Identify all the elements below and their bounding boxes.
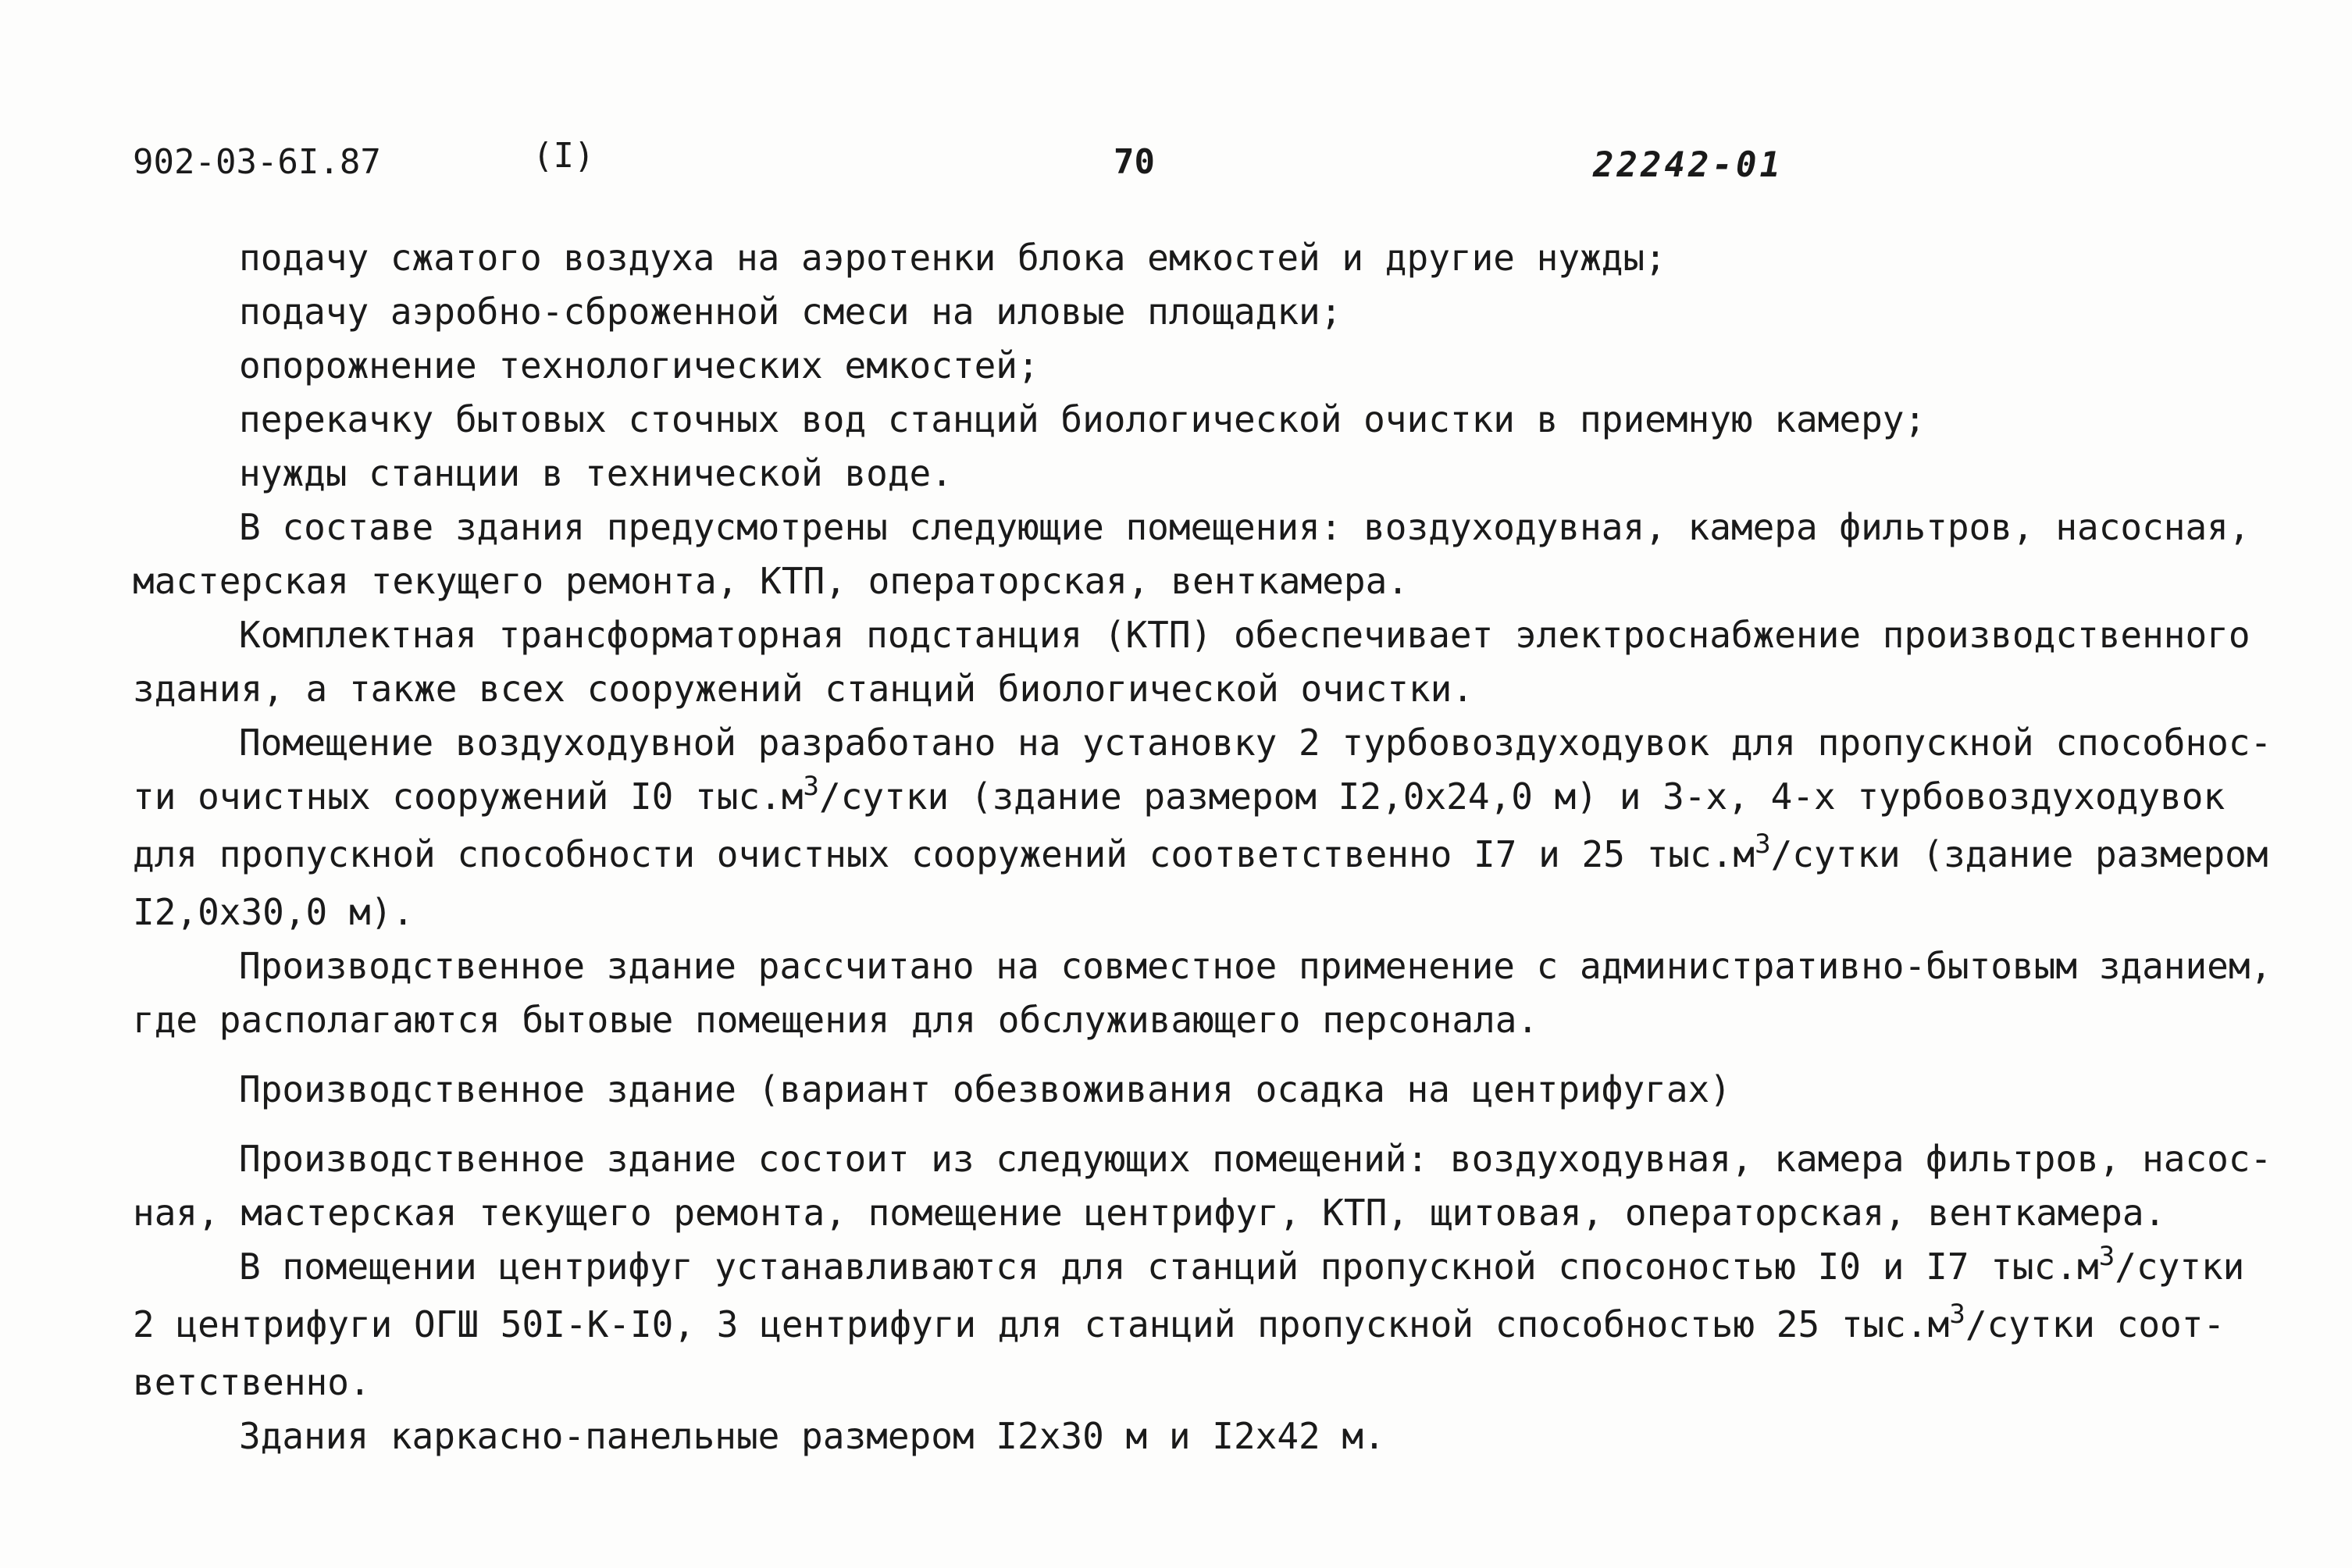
text-segment: ти очистных сооружений I0 тыс.м bbox=[133, 775, 804, 818]
text-segment: /сутки bbox=[2115, 1245, 2245, 1288]
text-segment: /сутки (здание размером I2,0x24,0 м) и 3-х, 4-х турбовоздуходувок bbox=[819, 775, 2225, 818]
page-header bbox=[133, 136, 2241, 197]
text-line: В составе здания предусмотрены следующие помещения: воздуходувная, камера фильтров, насосная, bbox=[239, 506, 2250, 548]
text-line bbox=[133, 1240, 2257, 1298]
text-line: где располагаются бытовые помещения для обслуживающего персонала. bbox=[133, 999, 1539, 1041]
document-body bbox=[133, 231, 2272, 1463]
superscript: 3 bbox=[1949, 1299, 1965, 1330]
text-line: мастерская текущего ремонта, КТП, операторская, венткамера. bbox=[133, 560, 1409, 602]
text-line: Комплектная трансформаторная подстанция (КТП) обеспечивает электроснабжение производственного bbox=[239, 614, 2250, 656]
text-line: ветственно. bbox=[133, 1361, 371, 1403]
text-line: Помещение воздуходувной разработано на установку 2 турбовоздуходувок для пропускной способнос- bbox=[239, 722, 2272, 764]
document-number: 22242-01 bbox=[1593, 145, 1784, 185]
text-line: здания, а также всех сооружений станций биологической очистки. bbox=[133, 668, 1474, 710]
text-line: Производственное здание состоит из следующих помещений: воздуходувная, камера фильтров, насос- bbox=[239, 1138, 2272, 1180]
text-line bbox=[133, 828, 2268, 886]
text-segment: /сутки соот- bbox=[1965, 1303, 2225, 1345]
section-heading: Производственное здание (вариант обезвоживания осадка на центрифугах) bbox=[239, 1068, 1731, 1110]
text-line: подачу аэробно-сброженной смеси на иловые площадки; bbox=[239, 290, 1342, 333]
text-line bbox=[133, 770, 2257, 828]
page-number: 70 bbox=[1114, 142, 1155, 182]
document-code: 902-03-6I.87 bbox=[133, 142, 381, 182]
text-line: I2,0x30,0 м). bbox=[133, 891, 415, 933]
superscript: 3 bbox=[2098, 1241, 2115, 1272]
text-line: подачу сжатого воздуха на аэротенки блока емкостей и другие нужды; bbox=[239, 237, 1666, 279]
text-line: перекачку бытовых сточных вод станций биологической очистки в приемную камеру; bbox=[239, 398, 1926, 440]
text-line: ная, мастерская текущего ремонта, помещение центрифуг, КТП, щитовая, операторская, венткамера. bbox=[133, 1192, 2166, 1234]
superscript: 3 bbox=[1755, 829, 1771, 860]
superscript: 3 bbox=[803, 771, 820, 802]
text-line: Здания каркасно-панельные размером I2x30 м и I2x42 м. bbox=[239, 1415, 1385, 1457]
text-segment: /сутки (здание размером bbox=[1770, 833, 2268, 875]
part-number: (I) bbox=[533, 136, 595, 176]
text-line bbox=[133, 1298, 2257, 1356]
text-line: опорожнение технологических емкостей; bbox=[239, 344, 1039, 387]
text-line: нужды станции в технической воде. bbox=[239, 452, 953, 494]
text-segment: В помещении центрифуг устанавливаются для станций пропускной спосоностью I0 и I7 тыс.м bbox=[239, 1245, 2099, 1288]
text-line: Производственное здание рассчитано на совместное применение с административно-бытовым зданием, bbox=[239, 945, 2272, 987]
text-segment: 2 центрифуги ОГШ 50I-К-I0, 3 центрифуги для станций пропускной способностью 25 тыс.м bbox=[133, 1303, 1950, 1345]
text-segment: для пропускной способности очистных сооружений соответственно I7 и 25 тыс.м bbox=[133, 833, 1755, 875]
